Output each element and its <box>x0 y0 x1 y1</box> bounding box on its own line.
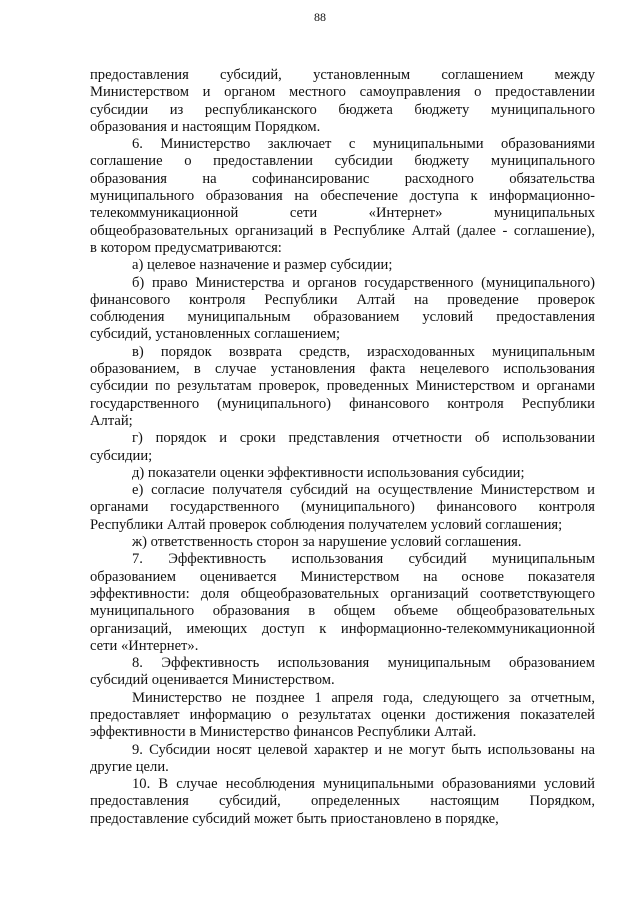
paragraph-6 <box>90 136 595 257</box>
text-line: 8. Эффективность использования муниципальным образованием <box>132 655 595 672</box>
text-line: Республики Алтай проверок соблюдения получателем условий соглашения; <box>90 516 563 533</box>
text-line: государственного (муниципального) финансового контроля Республики <box>90 395 595 412</box>
text-line: предоставляет информацию о результатах оценки достижения показателей <box>90 706 595 723</box>
text-line: образованием, в случае установления факта нецелевого использования <box>90 361 595 378</box>
text-line: субсидии из республиканского бюджета бюджету муниципального <box>90 101 595 118</box>
text-line: д) показатели оценки эффективности использования субсидии; <box>132 464 525 481</box>
text-line: субсидий оценивается Министерством. <box>90 672 335 689</box>
text-line: предоставление субсидий может быть приостановлено в порядке, <box>90 810 499 827</box>
text-line: образованием оценивается Министерством на основе показателя <box>90 568 595 585</box>
text-line: ж) ответственность сторон за нарушение условий соглашения. <box>132 534 522 551</box>
text-line: Алтай; <box>90 412 133 429</box>
text-line: сети «Интернет». <box>90 637 199 654</box>
paragraph-6g <box>90 430 595 465</box>
paragraph-6d <box>90 465 595 482</box>
text-line: телекоммуникационной сети «Интернет» муниципальных <box>90 205 595 222</box>
text-line: соглашение о предоставлении субсидии бюджету муниципального <box>90 153 595 170</box>
text-line: субсидий, установленных соглашением; <box>90 326 341 343</box>
text-line: субсидии по результатам проверок, проведенных Министерством и органами <box>90 378 595 395</box>
text-line: муниципального образования в общем объеме общеобразовательных <box>90 603 595 620</box>
text-line: общеобразовательных организаций в Республике Алтай (далее - соглашение), <box>90 222 595 239</box>
text-line: 6. Министерство заключает с муниципальными образованиями <box>132 136 595 153</box>
text-line: предоставления субсидий, установленным соглашением между <box>90 67 595 83</box>
document-body <box>90 67 595 828</box>
paragraph-9 <box>90 742 595 777</box>
text-line: предоставления субсидий, определенных настоящим Порядком, <box>90 793 595 810</box>
paragraph-6a <box>90 257 595 274</box>
text-line: субсидии; <box>90 447 153 464</box>
text-line: образования и настоящим Порядком. <box>90 118 321 135</box>
text-line: образования на софинансированис расходного обязательства <box>90 170 595 187</box>
text-line: эффективности: доля общеобразовательных организаций соответствующего <box>90 585 595 602</box>
paragraph-8 <box>90 655 595 690</box>
text-line: а) целевое назначение и размер субсидии; <box>132 257 393 274</box>
paragraph-8b <box>90 690 595 742</box>
text-line: в котором предусматриваются: <box>90 239 282 256</box>
text-line: г) порядок и сроки представления отчетности об использовании <box>132 430 595 447</box>
text-line: в) порядок возврата средств, израсходованных муниципальным <box>132 343 595 360</box>
text-line: муниципального образования на обеспечение доступа к информационно- <box>90 188 595 205</box>
text-line: 10. В случае несоблюдения муниципальными образованиями условий <box>132 776 595 793</box>
text-line: е) согласие получателя субсидий на осуществление Министерством и <box>132 482 595 499</box>
text-line: Министерство не позднее 1 апреля года, следующего за отчетным, <box>132 689 595 706</box>
text-line: эффективности в Министерство финансов Республики Алтай. <box>90 724 477 741</box>
text-line: б) право Министерства и органов государственного (муниципального) <box>132 274 595 291</box>
text-line: 9. Субсидии носят целевой характер и не могут быть использованы на <box>132 741 595 758</box>
paragraph-7 <box>90 551 595 655</box>
text-line: финансового контроля Республики Алтай на проведение проверок <box>90 291 595 308</box>
paragraph-6e <box>90 482 595 534</box>
text-line: органами государственного (муниципального) финансового контроля <box>90 499 595 516</box>
text-line: организаций, имеющих доступ к информационно-телекоммуникационной <box>90 620 595 637</box>
text-line: Министерством и органом местного самоуправления о предоставлении <box>90 84 595 101</box>
paragraph-6b <box>90 275 595 344</box>
text-line: соблюдения муниципальным образованием условий предоставления <box>90 309 595 326</box>
text-line: 7. Эффективность использования субсидий муниципальным <box>132 551 595 568</box>
page-number: 88 <box>314 10 326 24</box>
paragraph-10 <box>90 776 595 828</box>
paragraph-6v <box>90 344 595 430</box>
text-line: другие цели. <box>90 758 169 775</box>
paragraph-intro <box>90 67 595 136</box>
paragraph-6zh <box>90 534 595 551</box>
